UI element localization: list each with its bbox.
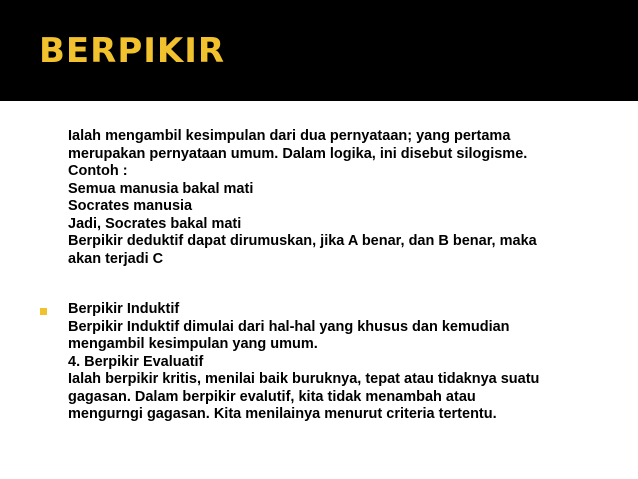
- text-line: Jadi, Socrates bakal mati: [68, 215, 242, 232]
- text-line: Berpikir Induktif: [68, 301, 180, 317]
- text-line: gagasan. Dalam berpikir evalutif, kita tidak menambah atau: [68, 388, 476, 405]
- text-line: Socrates manusia: [68, 198, 193, 214]
- text-line: Berpikir deduktif dapat dirumuskan, jika A benar, dan B benar, maka: [68, 233, 537, 249]
- text-line: mengurngi gagasan. Kita menilainya menurut criteria tertentu.: [68, 406, 497, 422]
- text-line: Ialah berpikir kritis, menilai baik buruknya, tepat atau tidaknya suatu: [68, 371, 540, 387]
- text-line: Berpikir Induktif dimulai dari hal-hal yang khusus dan kemudian: [68, 318, 510, 335]
- text-line: merupakan pernyataan umum. Dalam logika, ini disebut silogisme.: [68, 145, 528, 162]
- text-line: mengambil kesimpulan yang umum.: [68, 336, 318, 352]
- paragraph-deductive: [68, 128, 628, 268]
- square-bullet-icon: [40, 308, 47, 315]
- text-line: 4. Berpikir Evaluatif: [68, 353, 204, 370]
- text-line: Ialah mengambil kesimpulan dari dua pernyataan; yang pertama: [68, 128, 511, 144]
- text-line: Contoh :: [68, 163, 128, 179]
- text-line: akan terjadi C: [68, 250, 164, 267]
- slide-title: BERPIKIR: [39, 31, 226, 71]
- text-line: Semua manusia bakal mati: [68, 180, 254, 197]
- paragraph-inductive: [68, 301, 628, 424]
- title-bar: [0, 0, 638, 101]
